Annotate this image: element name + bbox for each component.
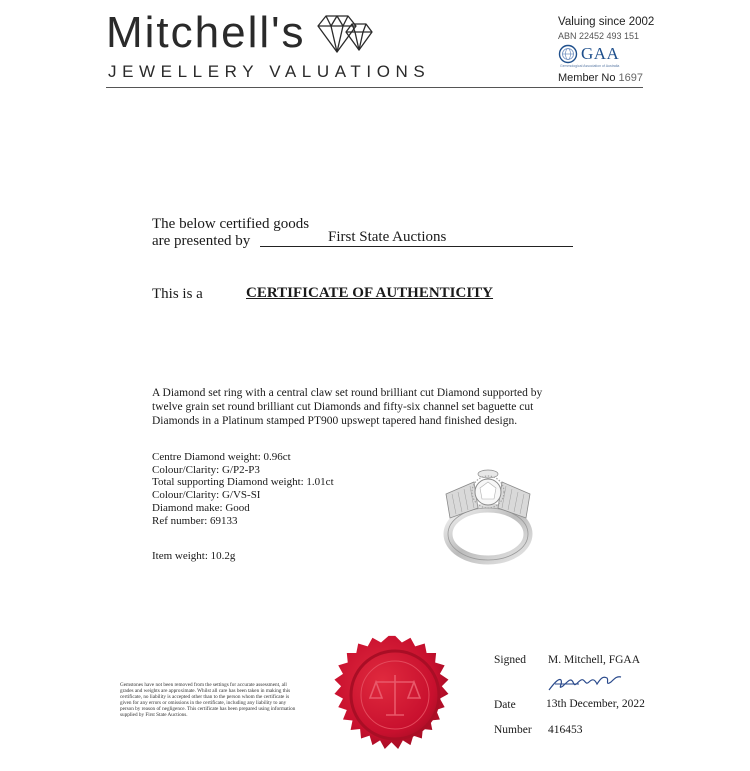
diamond-logo-icon — [312, 12, 376, 58]
number-label: Number — [494, 724, 532, 736]
valuing-since: Valuing since 2002 — [558, 16, 655, 28]
ring-photo — [438, 466, 538, 566]
presenter-field — [260, 229, 573, 247]
wax-seal-icon — [320, 620, 470, 770]
spec-centre-weight: Centre Diamond weight: 0.96ct — [152, 451, 291, 463]
presenter-name: First State Auctions — [328, 229, 447, 245]
gaa-subtitle: Gemmological Association of Australia — [560, 64, 620, 68]
brand-tagline: JEWELLERY VALUATIONS — [108, 62, 431, 81]
number-value: 416453 — [548, 724, 583, 736]
intro-line-2: are presented by — [152, 233, 251, 249]
header-divider — [106, 87, 643, 88]
member-number — [558, 72, 643, 84]
spec-centre-colour-clarity: Colour/Clarity: G/P2-P3 — [152, 463, 260, 476]
abn-number: ABN 22452 493 151 — [558, 31, 640, 41]
signed-label: Signed — [494, 654, 526, 666]
certificate-title: CERTIFICATE OF AUTHENTICITY — [246, 285, 494, 301]
disclaimer-text: Gemstones have not been removed from the settings for accurate assessment, all grades and weights are approximate. Whilst all care has been taken in making this certificate, no liability is accepted other than to the person whom the certificate is given for any errors or omissions in the certificate, including any liability to any person by reason of negligence. This certificate has been prepared using information supplied by First State Auctions. — [120, 682, 296, 718]
gaa-globe-icon — [558, 44, 578, 64]
date-value: 13th December, 2022 — [546, 698, 645, 710]
brand-name: Mitchell's — [106, 8, 306, 57]
item-description: A Diamond set ring with a central claw set round brilliant cut Diamond supported by twelve grain set round brilliant cut Diamonds and fifty-six channel set baguette cut Diamonds in a Platinum stamped PT900 upswept tapered hand finished design. — [152, 387, 543, 427]
spec-supporting-colour-clarity: Colour/Clarity: G/VS-SI — [152, 489, 261, 502]
member-label: Member No — [558, 72, 616, 84]
member-number-value: 1697 — [618, 72, 644, 84]
spec-supporting-weight: Total supporting Diamond weight: 1.01ct — [152, 476, 334, 489]
specs-list — [152, 451, 334, 527]
certificate-prefix: This is a — [152, 286, 203, 302]
date-label: Date — [494, 699, 516, 711]
signed-name: M. Mitchell, FGAA — [548, 654, 640, 666]
spec-diamond-make: Diamond make: Good — [152, 501, 250, 514]
gaa-badge — [558, 43, 619, 65]
gaa-logo-text: GAA — [581, 44, 620, 63]
spec-ref-number: Ref number: 69133 — [152, 514, 238, 527]
signature-icon — [545, 672, 625, 694]
item-weight: Item weight: 10.2g — [152, 550, 236, 562]
intro-line-1: The below certified goods — [152, 216, 310, 232]
